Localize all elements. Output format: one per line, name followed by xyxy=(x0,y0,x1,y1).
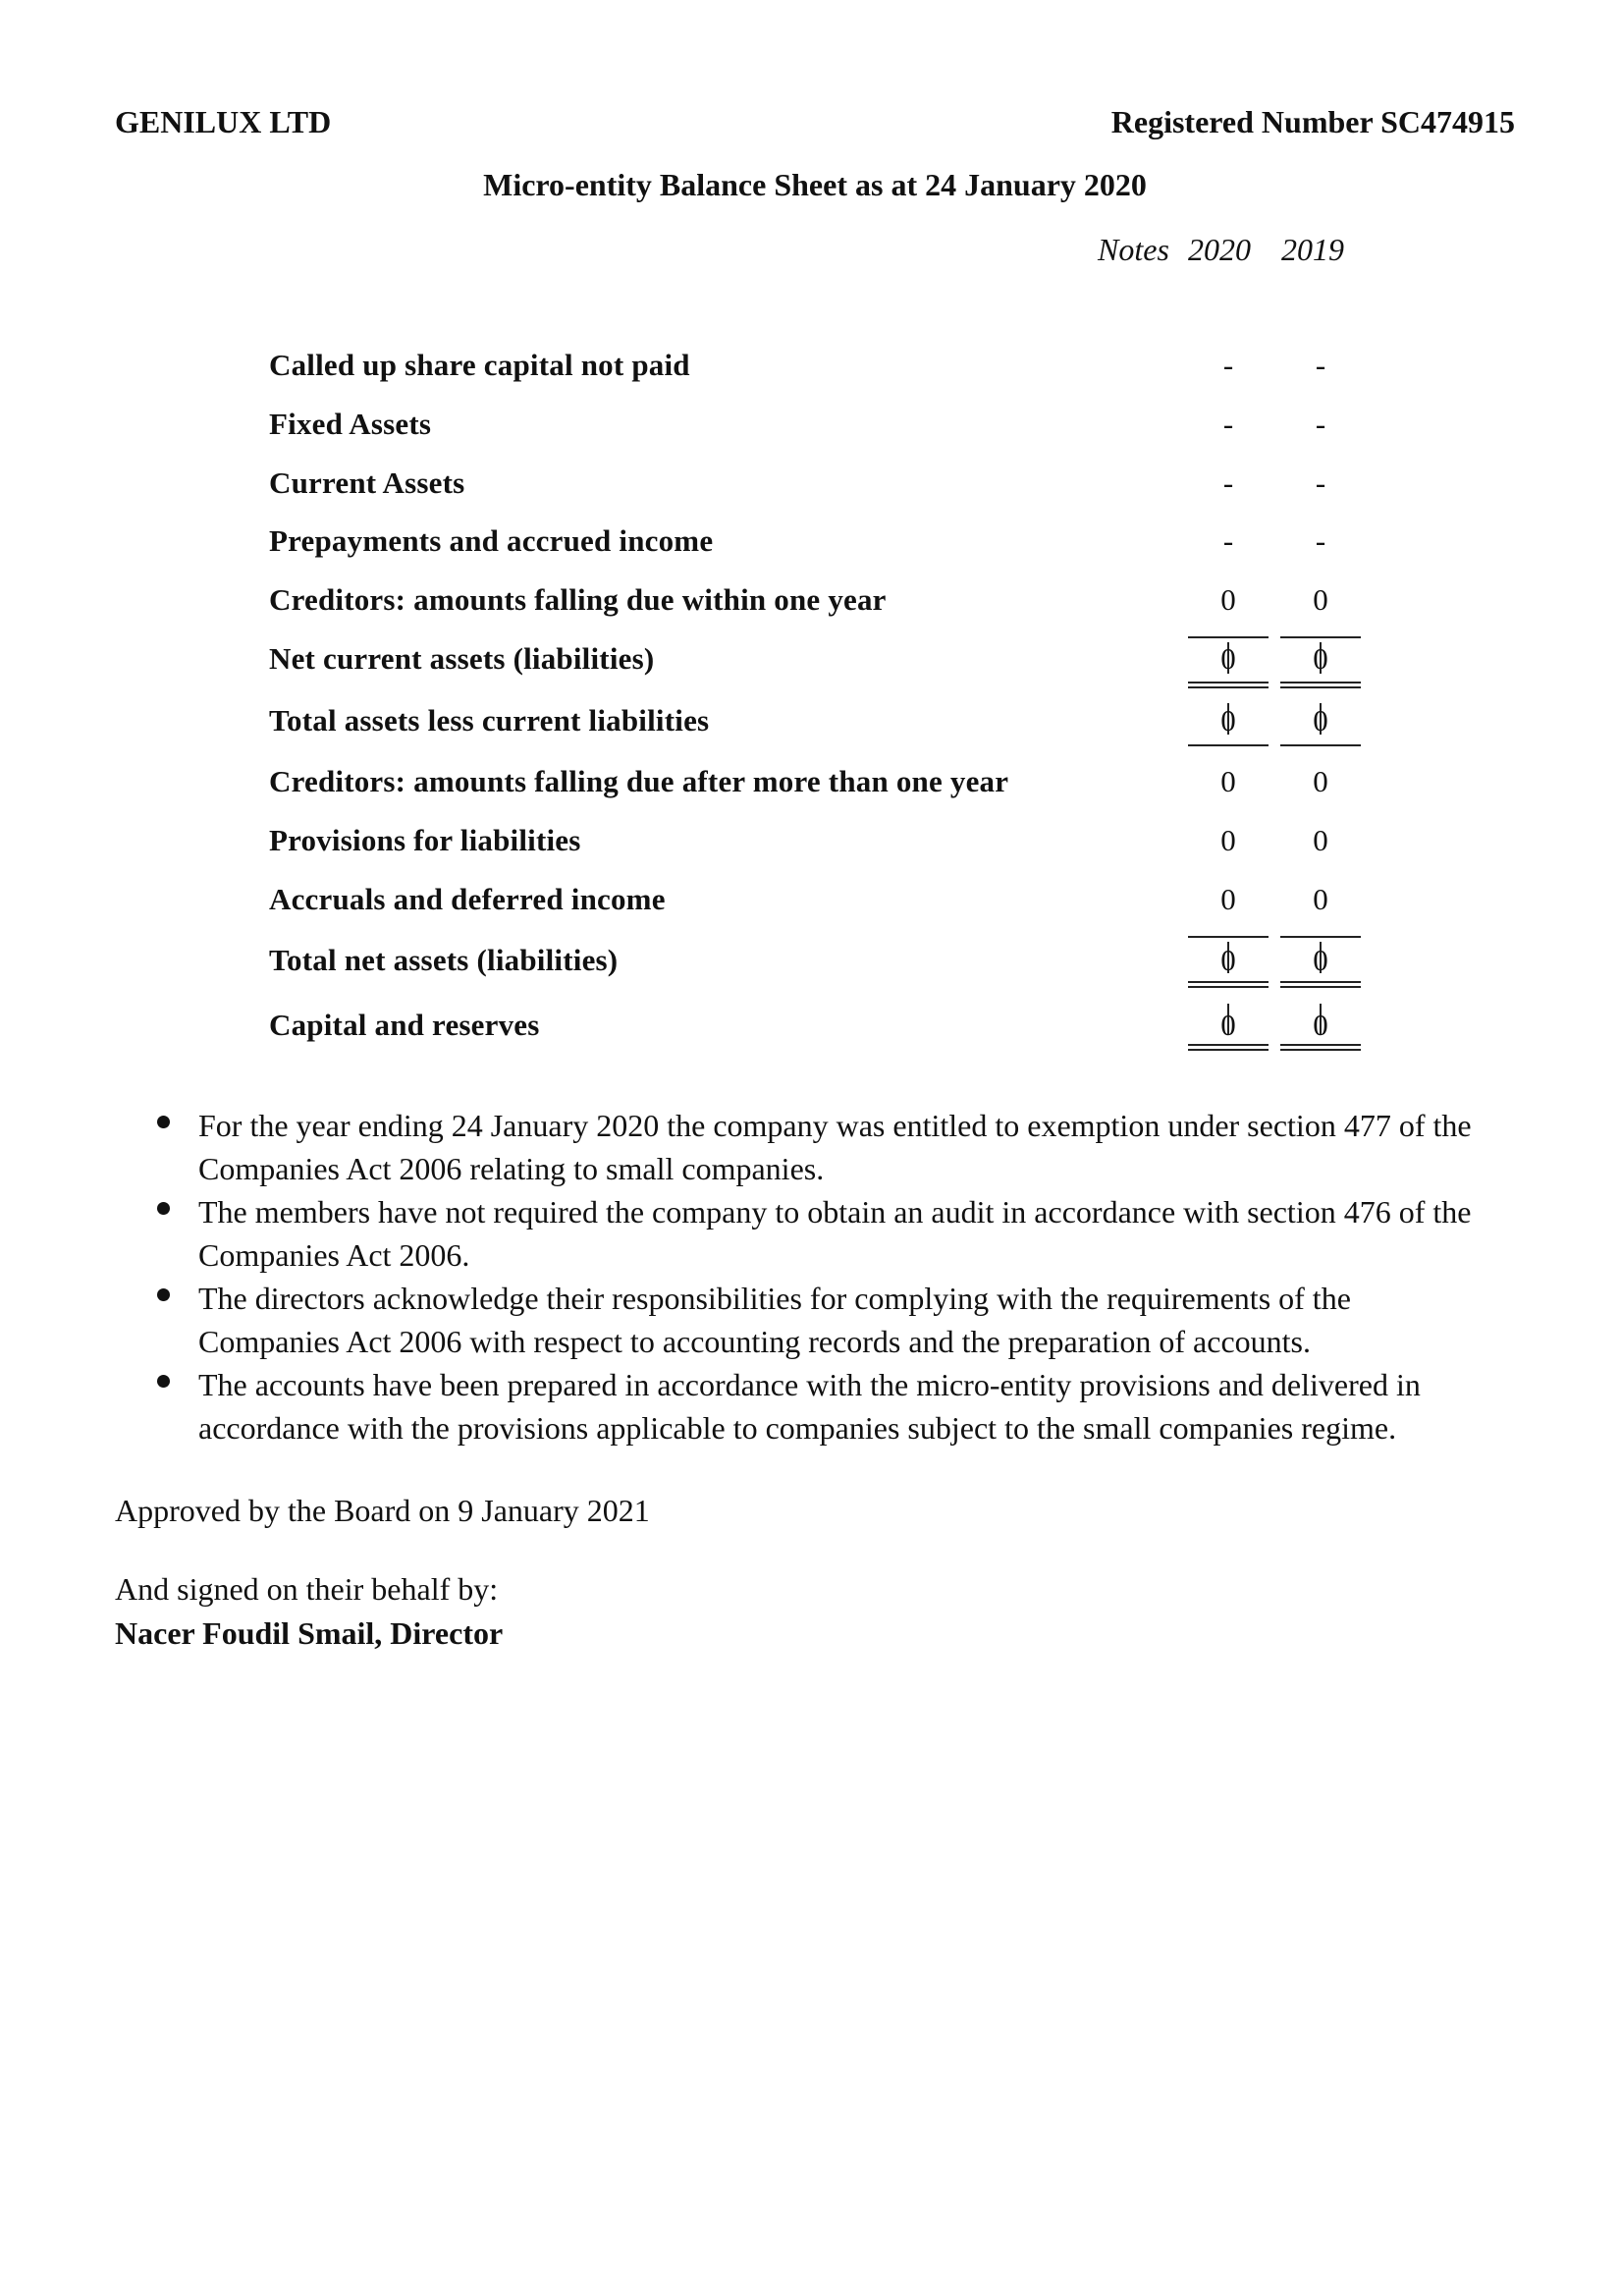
value-2020: - xyxy=(1222,348,1234,382)
value-2019: 0 xyxy=(1313,943,1328,977)
row-label: Called up share capital not paid xyxy=(269,348,690,382)
list-item xyxy=(157,1363,1492,1449)
approval-statement: Approved by the Board on 9 January 2021 xyxy=(115,1493,650,1528)
value-2020: 0 xyxy=(1220,703,1236,738)
value-2019: 0 xyxy=(1313,882,1328,916)
row-label: Prepayments and accrued income xyxy=(269,523,714,558)
total-double-rule xyxy=(1280,981,1361,988)
bullet-icon xyxy=(157,1375,170,1388)
value-2020: - xyxy=(1222,465,1234,500)
value-2020: 0 xyxy=(1220,641,1236,676)
value-2019: - xyxy=(1315,465,1326,500)
value-2019: 0 xyxy=(1313,1008,1328,1042)
table-row xyxy=(269,348,1369,395)
statement-text: For the year ending 24 January 2020 the company was entitled to exemption under section 477 of the Companies Act 2006 relating to small companies. xyxy=(198,1108,1472,1186)
subtotal-rule xyxy=(1280,936,1361,938)
value-2020: 0 xyxy=(1220,764,1236,798)
table-row xyxy=(269,882,1369,929)
column-header-2020: 2020 xyxy=(1188,232,1251,267)
subtotal-rule xyxy=(1280,744,1361,746)
total-double-rule xyxy=(1280,682,1361,688)
row-label: Creditors: amounts falling due after more than one year xyxy=(269,764,1009,798)
row-label: Total assets less current liabilities xyxy=(269,703,710,738)
bullet-icon xyxy=(157,1116,170,1128)
value-2020: - xyxy=(1222,523,1234,558)
total-double-rule xyxy=(1188,682,1269,688)
value-2020: 0 xyxy=(1220,882,1236,916)
list-item xyxy=(157,1190,1492,1277)
value-2019: 0 xyxy=(1313,703,1328,738)
subtotal-rule xyxy=(1188,636,1269,638)
row-label: Provisions for liabilities xyxy=(269,823,581,857)
value-2020: 0 xyxy=(1220,823,1236,857)
registered-number: Registered Number SC474915 xyxy=(1110,104,1515,139)
statement-text: The members have not required the company to obtain an audit in accordance with section 476 of the Companies Act 2006. xyxy=(198,1194,1472,1273)
value-2019: - xyxy=(1315,407,1326,441)
table-row xyxy=(269,823,1369,870)
value-2019: 0 xyxy=(1313,582,1328,617)
table-row xyxy=(269,703,1369,750)
column-header-2019: 2019 xyxy=(1281,232,1344,267)
value-2019: 0 xyxy=(1313,641,1328,676)
value-2019: 0 xyxy=(1313,823,1328,857)
table-row xyxy=(269,523,1369,571)
value-2020: 0 xyxy=(1220,943,1236,977)
list-item xyxy=(157,1104,1492,1190)
total-double-rule xyxy=(1188,981,1269,988)
bullet-icon xyxy=(157,1288,170,1301)
value-2020: - xyxy=(1222,407,1234,441)
subtotal-rule xyxy=(1188,936,1269,938)
row-label: Creditors: amounts falling due within one year xyxy=(269,582,887,617)
column-header-notes: Notes xyxy=(1098,232,1169,267)
row-label: Total net assets (liabilities) xyxy=(269,943,619,977)
statement-text: The directors acknowledge their responsibilities for complying with the requirements of the Companies Act 2006 with respect to accounting records and the preparation of accounts. xyxy=(198,1281,1351,1359)
row-label: Net current assets (liabilities) xyxy=(269,641,655,676)
row-label: Capital and reserves xyxy=(269,1008,540,1042)
page-title: Micro-entity Balance Sheet as at 24 January 2020 xyxy=(483,167,1147,202)
value-2019: 0 xyxy=(1313,764,1328,798)
statement-text: The accounts have been prepared in accordance with the micro-entity provisions and delivered in accordance with the provisions applicable to companies subject to the small companies regime. xyxy=(198,1367,1421,1446)
value-2019: - xyxy=(1315,523,1326,558)
table-row xyxy=(269,407,1369,454)
row-label: Current Assets xyxy=(269,465,465,500)
row-label: Accruals and deferred income xyxy=(269,882,666,916)
table-row xyxy=(269,764,1369,811)
table-row xyxy=(269,465,1369,513)
bullet-icon xyxy=(157,1202,170,1215)
signed-on-behalf: And signed on their behalf by: xyxy=(115,1571,499,1607)
total-double-rule xyxy=(1188,1044,1269,1051)
value-2020: 0 xyxy=(1220,582,1236,617)
subtotal-rule xyxy=(1188,744,1269,746)
total-double-rule xyxy=(1280,1044,1361,1051)
statement-list xyxy=(157,1104,1492,1449)
subtotal-rule xyxy=(1280,636,1361,638)
value-2020: 0 xyxy=(1220,1008,1236,1042)
table-row xyxy=(269,582,1369,629)
list-item xyxy=(157,1277,1492,1363)
value-2019: - xyxy=(1315,348,1326,382)
director-signature: Nacer Foudil Smail, Director xyxy=(115,1615,504,1651)
row-label: Fixed Assets xyxy=(269,407,432,441)
company-name: GENILUX LTD xyxy=(115,104,332,139)
